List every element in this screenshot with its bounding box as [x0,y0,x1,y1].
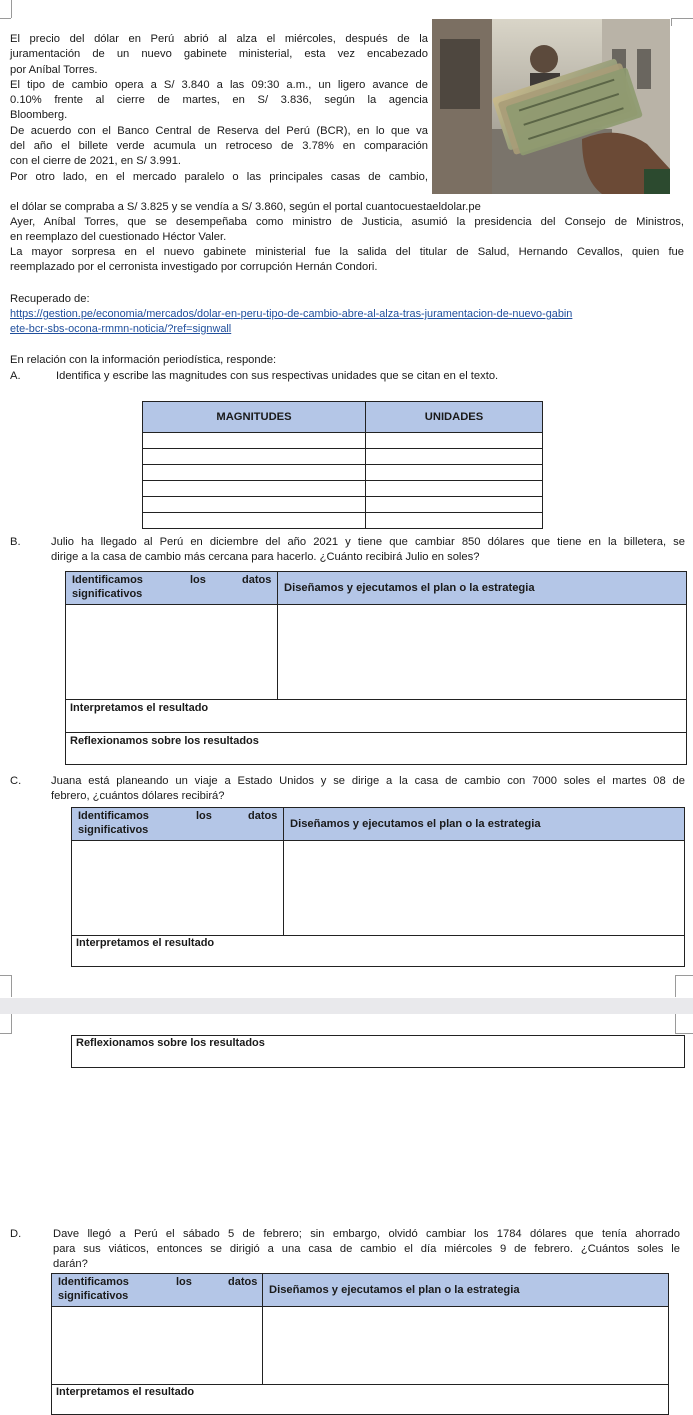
magnitude-cell[interactable] [143,449,366,465]
identify-word: Identificamos [72,574,143,586]
magnitudes-header: MAGNITUDES [143,402,366,433]
article-line: 0.10% frente al cierre de martes, en S/ 3.836, según la agencia [10,94,428,107]
identify-word: los [190,574,206,586]
table-row [143,433,543,449]
magnitudes-table [142,401,543,529]
article-line: Bloomberg. [10,109,68,122]
unit-cell[interactable] [366,481,543,497]
identify-word: datos [248,810,278,822]
article-line: Ayer, Aníbal Torres, que se desempeñaba como ministro de Justicia, asumió la presidencia del Consejo de Ministros, [10,216,684,228]
section-letter: C. [10,775,22,787]
reflect-results-row[interactable]: Reflexionamos sobre los resultados [72,1036,685,1068]
article-line: reemplazado por el cerronista investigado por corrupción Hernán Condori. [10,261,378,273]
page-corner-mark [671,18,672,26]
unit-cell[interactable] [366,513,543,529]
table-row [143,449,543,465]
magnitude-cell[interactable] [143,465,366,481]
design-strategy-header: Diseñamos y ejecutamos el plan o la estrategia [263,1274,669,1307]
section-b-question: dirige a la casa de cambio más cercana para hacerlo. ¿Cuánto recibirá Julio en soles? [51,551,480,563]
page-corner-mark [0,18,11,19]
data-answer-cell[interactable] [66,605,278,700]
table-row [143,497,543,513]
instructions: En relación con la información periodística, responde: [10,354,277,366]
identify-data-header [66,572,278,605]
identify-word: los [176,1276,192,1288]
section-d-question: darán? [53,1258,88,1270]
identify-word: significativos [58,1290,129,1302]
magnitude-cell[interactable] [143,513,366,529]
data-answer-cell[interactable] [52,1307,263,1385]
table-row [143,513,543,529]
unit-cell[interactable] [366,449,543,465]
article-line: del año el billete verde acumula un retroceso de 3.78% en comparación [10,140,428,153]
article-line: La mayor sorpresa en el nuevo gabinete ministerial fue la salida del titular de Salud, Hernando Cevallos, quien fue [10,246,684,258]
table-row [143,481,543,497]
article-line: juramentación de un nuevo gabinete ministerial, esta vez encabezado [10,48,428,61]
section-b-question: Julio ha llegado al Perú en diciembre del año 2021 y tiene que cambiar 850 dólares que tiene en la billetera, se [51,536,685,548]
article-line: en reemplazo del cuestionado Héctor Valer. [10,231,227,243]
identify-word: datos [242,574,272,586]
strategy-answer-cell[interactable] [263,1307,669,1385]
interpret-result-row[interactable]: Interpretamos el resultado [72,936,685,967]
magnitude-cell[interactable] [143,433,366,449]
article-line: El tipo de cambio opera a S/ 3.840 a las 09:30 a.m., un ligero avance de [10,78,428,91]
section-b-table [65,571,687,765]
design-strategy-header: Diseñamos y ejecutamos el plan o la estrategia [278,572,687,605]
page-corner-mark [11,1014,12,1034]
article-line: Por otro lado, en el mercado paralelo o las principales casas de cambio, [10,170,428,183]
source-link[interactable]: https://gestion.pe/economia/mercados/dolar-en-peru-tipo-de-cambio-abre-al-alza-tras-juramentacion-de-nuevo-gabin [10,308,573,320]
identify-data-header [72,808,284,841]
identify-word: significativos [78,824,149,836]
identify-word: Identificamos [58,1276,129,1288]
identify-data-header [52,1274,263,1307]
strategy-answer-cell[interactable] [278,605,687,700]
section-d-question: Dave llegó a Perú el sábado 5 de febrero; sin embargo, olvidó cambiar los 1784 dólares que tenía ahorrado [53,1228,680,1240]
section-letter: D. [10,1228,22,1240]
page-corner-mark [675,975,693,976]
source-link[interactable]: ete-bcr-sbs-ocona-rmmn-noticia/?ref=signwall [10,323,232,335]
magnitude-cell[interactable] [143,481,366,497]
page-corner-mark [11,0,12,18]
page-corner-mark [0,975,11,976]
section-letter: A. [10,370,21,382]
article-body [10,32,428,185]
table-row [143,465,543,481]
page-corner-mark [675,975,676,997]
strategy-answer-cell[interactable] [284,841,685,936]
page-corner-mark [671,18,693,19]
section-c-table [71,807,685,967]
recovered-label: Recuperado de: [10,293,90,305]
interpret-result-row[interactable]: Interpretamos el resultado [52,1385,669,1415]
identify-word: Identificamos [78,810,149,822]
section-d-table [51,1273,669,1415]
unit-cell[interactable] [366,497,543,513]
unit-cell[interactable] [366,433,543,449]
page-corner-mark [0,1033,11,1034]
article-line: el dólar se compraba a S/ 3.825 y se vendía a S/ 3.860, según el portal cuantocuestaeldolar.pe [10,201,481,213]
design-strategy-header: Diseñamos y ejecutamos el plan o la estrategia [284,808,685,841]
section-c-question: febrero, ¿cuántos dólares recibirá? [51,790,225,802]
identify-word: datos [228,1276,258,1288]
data-answer-cell[interactable] [72,841,284,936]
section-c-table-continued [71,1035,685,1068]
identify-word: significativos [72,588,143,600]
magnitude-cell[interactable] [143,497,366,513]
article-line: por Aníbal Torres. [10,63,98,76]
money-photo-icon [432,19,670,194]
section-a-question: Identifica y escribe las magnitudes con sus respectivas unidades que se citan en el texto. [56,370,499,382]
page-corner-mark [675,1033,693,1034]
page-corner-mark [11,975,12,997]
section-d-question: para sus viáticos, entonces se dirigió a una casa de cambio el día miércoles 9 de febrero. ¿Cuántos soles le [53,1243,680,1255]
article-line: El precio del dólar en Perú abrió al alza el miércoles, después de la [10,33,428,45]
unit-cell[interactable] [366,465,543,481]
page-corner-mark [675,1014,676,1034]
article-line: De acuerdo con el Banco Central de Reserva del Perú (BCR), en lo que va [10,124,428,137]
section-c-question: Juana está planeando un viaje a Estado Unidos y se dirige a la casa de cambio con 7000 soles el martes 08 de [51,775,685,787]
page-break [0,998,693,1014]
article-line: con el cierre de 2021, en S/ 3.991. [10,155,182,168]
section-letter: B. [10,536,21,548]
reflect-results-row[interactable]: Reflexionamos sobre los resultados [66,733,687,765]
identify-word: los [196,810,212,822]
interpret-result-row[interactable]: Interpretamos el resultado [66,700,687,733]
units-header: UNIDADES [366,402,543,433]
